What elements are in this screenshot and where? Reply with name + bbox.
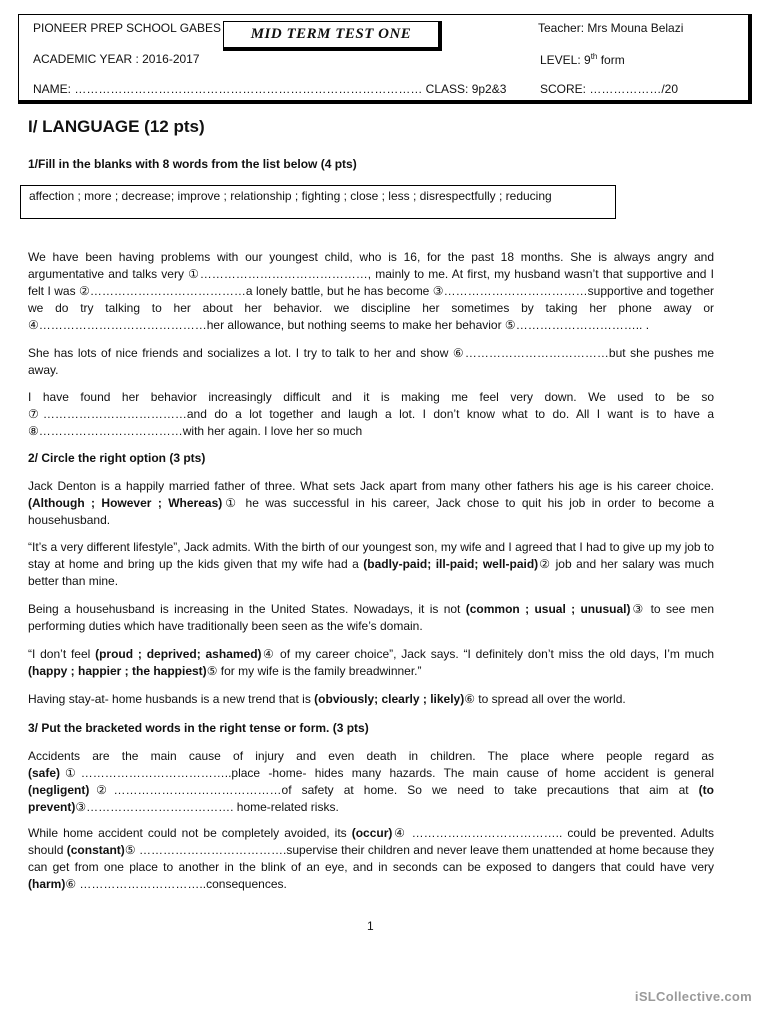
question-3-heading: 3/ Put the bracketed words in the right tense or form. (3 pts) [28,721,369,735]
level: LEVEL: 9th form [540,52,625,67]
bracketed-word-6: (harm) [28,877,66,891]
bracketed-word-5: (constant) [66,843,125,857]
bracketed-word-2: (negligent) [28,783,90,797]
question-1-heading: 1/Fill in the blanks with 8 words from the list below (4 pts) [28,157,357,171]
option-group-3: (common ; usual ; unusual) [465,602,631,616]
section-heading-language: I/ LANGUAGE (12 pts) [28,117,205,136]
name-class-line: NAME: …………………………………………………………………………… CLASS: 9p2&3 [33,82,507,96]
option-group-4: (proud ; deprived; ashamed) [95,647,262,661]
question-1-paragraph-1: We have been having problems with our youngest child, who is 16, for the past 18 months. She is always angry and argumentative and talks very ①……………………………………, mainly to me. At first, my husband wasn’t that supportive and I felt I was ②…………………………………a lonely battle, but he has become ③………………………………supportive and together we do try talking to her about her behavior. we discipline her sometimes by taking her phone away or ④……………………………………her allowance, but nothing seems to make her behavior ⑤………………………….. . [28,250,714,332]
question-1-paragraph-2: She has lots of nice friends and socializes a lot. I try to talk to her and show ⑥………………………………but she pushes me away. [28,346,714,377]
academic-year: ACADEMIC YEAR : 2016-2017 [33,52,200,66]
option-group-6: (obviously; clearly ; likely) [314,692,465,706]
question-2-paragraph-3: Being a househusband is increasing in the United States. Nowadays, it is not (common ; usual ; unusual)③ to see men performing duties which have traditionally been seen as the wife’s domain. [28,602,714,633]
question-2-paragraph-5: Having stay-at- home husbands is a new trend that is (obviously; clearly ; likely)⑥ to spread all over the world. [28,692,626,706]
question-2-heading: 2/ Circle the right option (3 pts) [28,451,206,465]
question-2-paragraph-2: “It’s a very different lifestyle”, Jack admits. With the birth of our youngest son, my wife and I agreed that I had to give up my job to stay at home and bring up the kids given that my wife had a (badly-paid; ill-paid; well-paid)② job and her salary was much better than mine. [28,540,714,588]
score: SCORE: ………………/20 [540,82,679,96]
teacher-name: Teacher: Mrs Mouna Belazi [538,21,684,35]
bracketed-word-1: (safe) [28,766,61,780]
word-list-box [20,185,616,219]
test-title: MID TERM TEST ONE [250,26,412,42]
bracketed-word-4: (occur) [351,826,393,840]
option-group-5: (happy ; happier ; the happiest) [28,664,207,678]
question-3-paragraph-2: While home accident could not be completely avoided, its (occur)④ ……………………………….. could be prevented. Adults should (constant)⑤ ……………………………….supervise their children and never leave them unattended at home because they can get from one place to another in the blink of an eye, and in seconds can be exposed to dangers that could have very (harm)⑥ …………………………..consequences. [28,826,715,891]
question-3-paragraph-1: Accidents are the main cause of injury and even death in children. The place where people regard as (safe)①………………………………..place -home- hides many hazards. The main cause of home accident is general (negligent)②……………………………………of safety at home. So we need to take precautions that aim at (to prevent)③………………………………. home-related risks. [28,749,714,814]
question-2-paragraph-1: Jack Denton is a happily married father of three. What sets Jack apart from many other fathers his age is his career choice. (Although ; However ; Whereas)① he was successful in his career, Jack chose to quit his job in order to become a househusband. [28,479,715,527]
bracketed-word-3: (to prevent) [28,783,714,814]
question-2-paragraph-4: “I don’t feel (proud ; deprived; ashamed)④ of my career choice”, Jack says. “I definitely don’t miss the old days, I’m much (happy ; happier ; the happiest)⑤ for my wife is the family breadwinner.” [28,647,715,678]
option-group-2: (badly-paid; ill-paid; well-paid) [363,557,539,571]
page-number: 1 [367,919,374,933]
watermark: iSLCollective.com [634,989,752,1004]
word-list: affection ; more ; decrease; improve ; relationship ; fighting ; close ; less ; disrespectfully ; reducing [29,189,552,203]
school-name: PIONEER PREP SCHOOL GABES [33,21,222,35]
test-title-box [223,21,442,51]
question-1-paragraph-3: I have found her behavior increasingly difficult and it is making me feel very down. We used to be so ⑦………………………………and do a lot together and laugh a lot. I don’t know what to do. All I want is to have a ⑧………………………………with her again. I love her so much [28,390,714,438]
option-group-1: (Although ; However ; Whereas) [28,496,223,510]
